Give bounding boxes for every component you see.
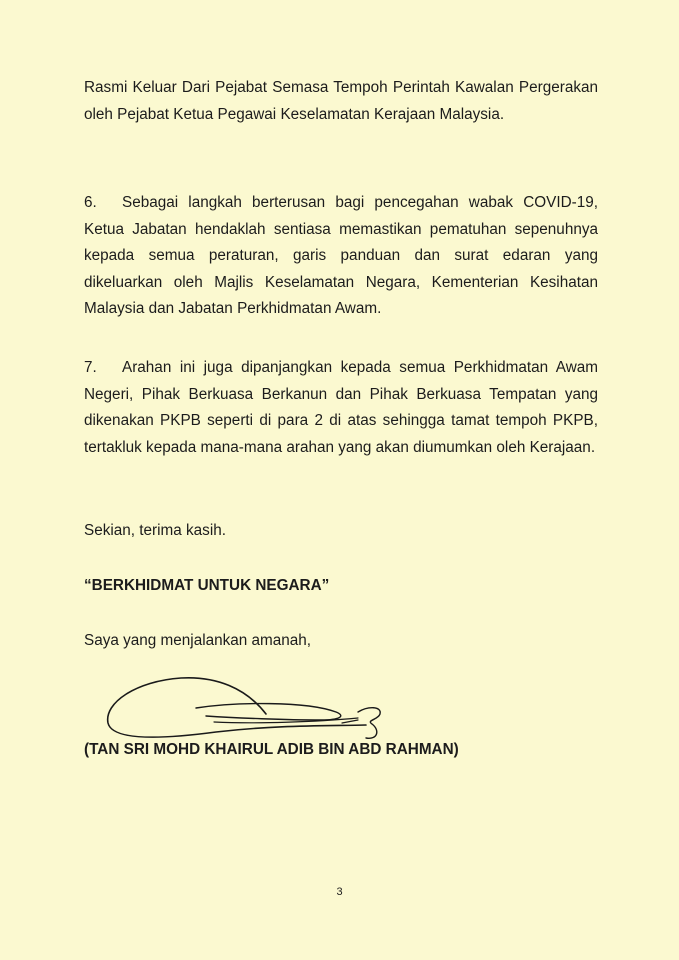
paragraph-7-text: Arahan ini juga dipanjangkan kepada semua Perkhidmatan Awam Negeri, Pihak Berkuasa Berkanun dan Pihak Berkuasa Tempatan yang dikenakan PKPB seperti di para 2 di atas sehingga tamat tempoh PKPB, tertakluk kepada mana-mana arahan yang akan diumumkan oleh Kerajaan.: [84, 359, 598, 456]
paragraph-6-text: Sebagai langkah berterusan bagi pencegahan wabak COVID-19, Ketua Jabatan hendaklah sentiasa memastikan pematuhan sepenuhnya kepada semua peraturan, garis panduan dan surat edaran yang dikeluarkan oleh Majlis Keselamatan Negara, Kementerian Kesihatan Malaysia dan Jabatan Perkhidmatan Awam.: [84, 194, 598, 317]
motto: “BERKHIDMAT UNTUK NEGARA”: [84, 577, 330, 594]
paragraph-6-number: 6.: [84, 194, 97, 211]
page-number: 3: [336, 886, 343, 898]
sign-off: Saya yang menjalankan amanah,: [84, 632, 312, 649]
continuation-paragraph: Rasmi Keluar Dari Pejabat Semasa Tempoh Perintah Kawalan Pergerakan oleh Pejabat Ketua Pegawai Keselamatan Kerajaan Malaysia.: [84, 79, 598, 123]
paragraph-7: [84, 355, 598, 461]
closing-text: Sekian, terima kasih.: [84, 522, 226, 539]
signatory-name: (TAN SRI MOHD KHAIRUL ADIB BIN ABD RAHMAN): [84, 741, 459, 758]
paragraph-7-number: 7.: [84, 359, 97, 376]
paragraph-6: [84, 190, 598, 323]
handwritten-signature: [96, 668, 416, 748]
